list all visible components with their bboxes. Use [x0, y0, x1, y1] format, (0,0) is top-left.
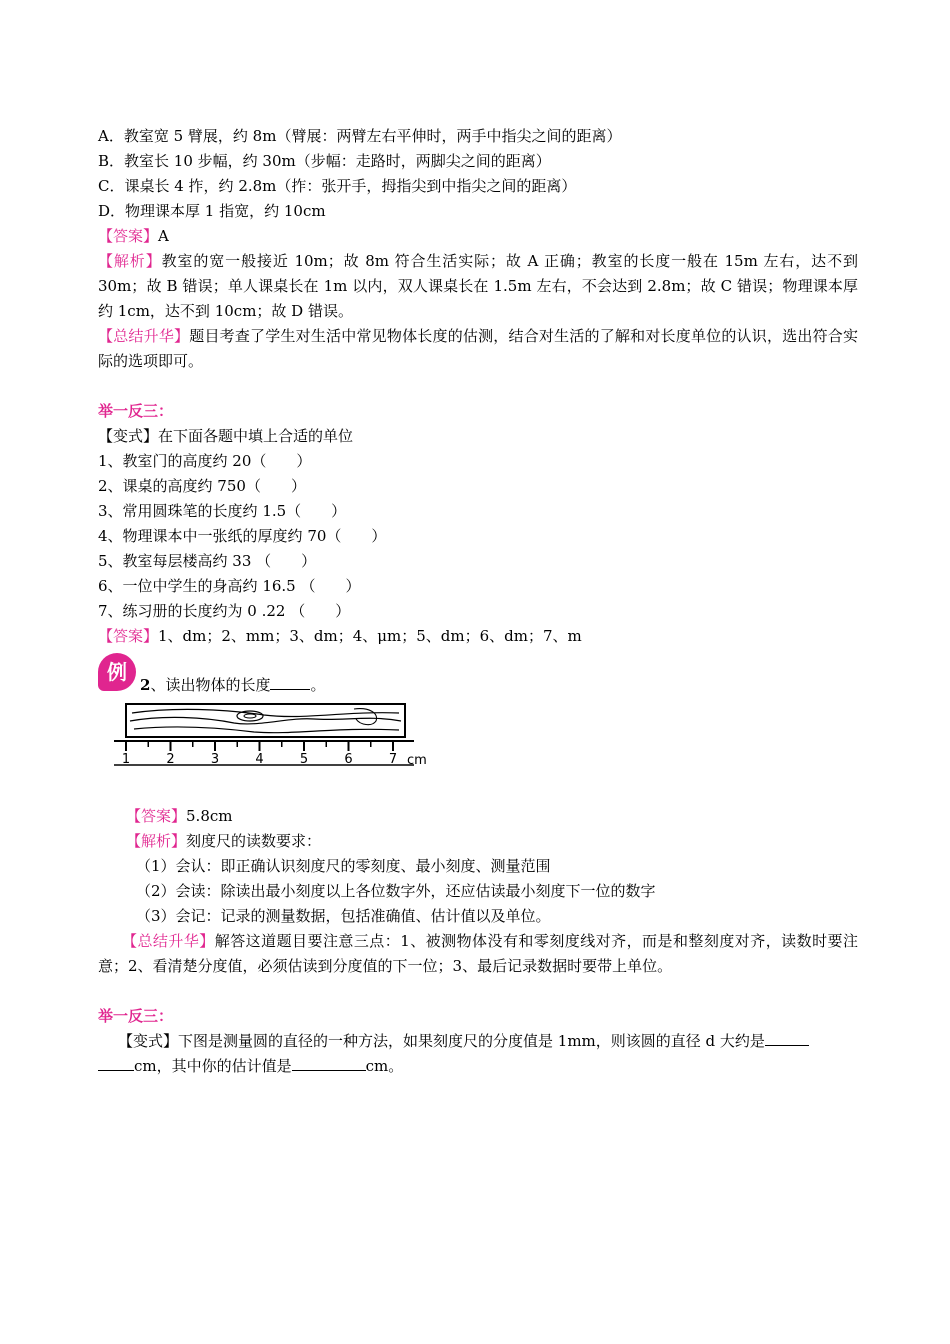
variant-1-answer — [98, 624, 858, 649]
wood-block — [126, 704, 405, 737]
example-2 — [98, 649, 858, 804]
variant-2-intro: 【变式】下图是测量圆的直径的一种方法，如果刻度尺的分度值是 1mm，则该圆的直径 d 大约是 — [118, 1032, 765, 1050]
ruler-figure — [114, 703, 454, 773]
summary-text: 题目考查了学生对生活中常见物体长度的估测，结合对生活的了解和对长度单位的认识，选出符合实际的选项即可。 — [98, 327, 858, 370]
variant-2-question — [98, 1029, 858, 1054]
ruler-unit: cm — [407, 753, 427, 768]
question-end: 。 — [310, 676, 326, 694]
option-b: B．教室长 10 步幅，约 30m（步幅：走路时，两脚尖之间的距离） — [98, 152, 551, 170]
analysis-point-2: （2）会读：除读出最小刻度以上各位数字外，还应估读最小刻度下一位的数字 — [136, 882, 656, 900]
summary-tag: 【总结升华】 — [122, 932, 215, 950]
answer-tag: 【答案】 — [98, 227, 159, 245]
summary-text: 解答这道题目要注意三点：1、被测物体没有和零刻度线对齐，而是和整刻度对齐，读数时要注意；2、看清楚分度值，必须估读到分度值的下一位；3、最后记录数据时要带上单位。 — [98, 932, 858, 975]
answer-text: 5.8cm — [186, 807, 233, 825]
section-title-variant-1: 举一反三： — [98, 402, 174, 420]
analysis-point-3: （3）会记：记录的测量数据，包括准确值、估计值以及单位。 — [136, 907, 551, 925]
example-2-summary — [98, 929, 858, 979]
diameter-blank-1 — [765, 1029, 809, 1046]
variant-item-6: 6、一位中学生的身高约 16.5 （ ） — [98, 577, 361, 595]
variant-item-3: 3、常用圆珠笔的长度约 1.5（ ） — [98, 502, 347, 520]
option-c: C．课桌长 4 拃，约 2.8m（拃：张开手，拇指尖到中指尖之间的距离） — [98, 177, 577, 195]
option-a: A．教室宽 5 臂展，约 8m（臂展：两臂左右平伸时，两手中指尖之间的距离） — [98, 127, 622, 145]
analysis-tag: 【解析】 — [98, 252, 162, 270]
variant-item-4: 4、物理课本中一张纸的厚度约 70（ ） — [98, 527, 387, 545]
q1-analysis — [98, 249, 858, 324]
variant-item-2: 2、课桌的高度约 750（ ） — [98, 477, 306, 495]
ruler-tick-label: 2 — [166, 752, 175, 767]
variant-2-question-line-2 — [98, 1054, 858, 1079]
ruler-tick-label: 4 — [255, 752, 264, 767]
example-badge: 例 — [98, 653, 136, 691]
ruler-tick-label: 3 — [210, 752, 220, 767]
analysis-text: 教室的宽一般接近 10m；故 8m 符合生活实际；故 A 正确；教室的长度一般在 15m 左右，达不到 30m；故 B 错误；单人课桌长在 1m 以内，双人课桌长在 1.5m 左右，不会达到 2.8m；故 C 错误；物理课本厚约 1cm，达不到 10cm；故 D 错误。 — [98, 252, 858, 320]
example-2-answer — [98, 804, 858, 829]
question-number: 2 — [140, 676, 151, 694]
example-2-analysis — [98, 829, 858, 854]
variant-1-intro: 【变式】在下面各题中填上合适的单位 — [98, 427, 354, 445]
ruler-tick-label: 5 — [299, 752, 309, 767]
example-2-question — [140, 673, 325, 698]
answer-text: 1、dm；2、mm；3、dm；4、μm；5、dm；6、dm；7、m — [158, 627, 582, 645]
estimate-blank — [292, 1054, 366, 1071]
variant-item-7: 7、练习册的长度约为 0 .22 （ ） — [98, 602, 351, 620]
answer-text: A — [158, 227, 169, 245]
section-title-variant-2: 举一反三： — [98, 1007, 174, 1025]
ruler-tick-label: 6 — [344, 752, 353, 767]
diameter-blank-2 — [98, 1054, 134, 1071]
variant-2-end: cm。 — [365, 1057, 404, 1075]
analysis-tag: 【解析】 — [126, 832, 187, 850]
ruler-tick-label: 7 — [388, 752, 398, 767]
option-d: D．物理课本厚 1 指宽，约 10cm — [98, 202, 326, 220]
q1-answer — [98, 224, 858, 249]
variant-item-5: 5、教室每层楼高约 33 （ ） — [98, 552, 317, 570]
ruler-tick-label: 1 — [121, 752, 131, 767]
analysis-point-1: （1）会认：即正确认识刻度尺的零刻度、最小刻度、测量范围 — [136, 857, 551, 875]
answer-tag: 【答案】 — [126, 807, 187, 825]
answer-blank — [270, 673, 310, 690]
ruler-ticks — [122, 741, 397, 767]
question-text: 、读出物体的长度 — [150, 676, 271, 694]
analysis-text: 刻度尺的读数要求： — [186, 832, 322, 850]
summary-tag: 【总结升华】 — [98, 327, 190, 345]
answer-tag: 【答案】 — [98, 627, 159, 645]
variant-2-mid: cm，其中你的估计值是 — [134, 1057, 292, 1075]
variant-item-1: 1、教室门的高度约 20（ ） — [98, 452, 312, 470]
q1-summary — [98, 324, 858, 374]
document-body — [98, 124, 858, 1079]
